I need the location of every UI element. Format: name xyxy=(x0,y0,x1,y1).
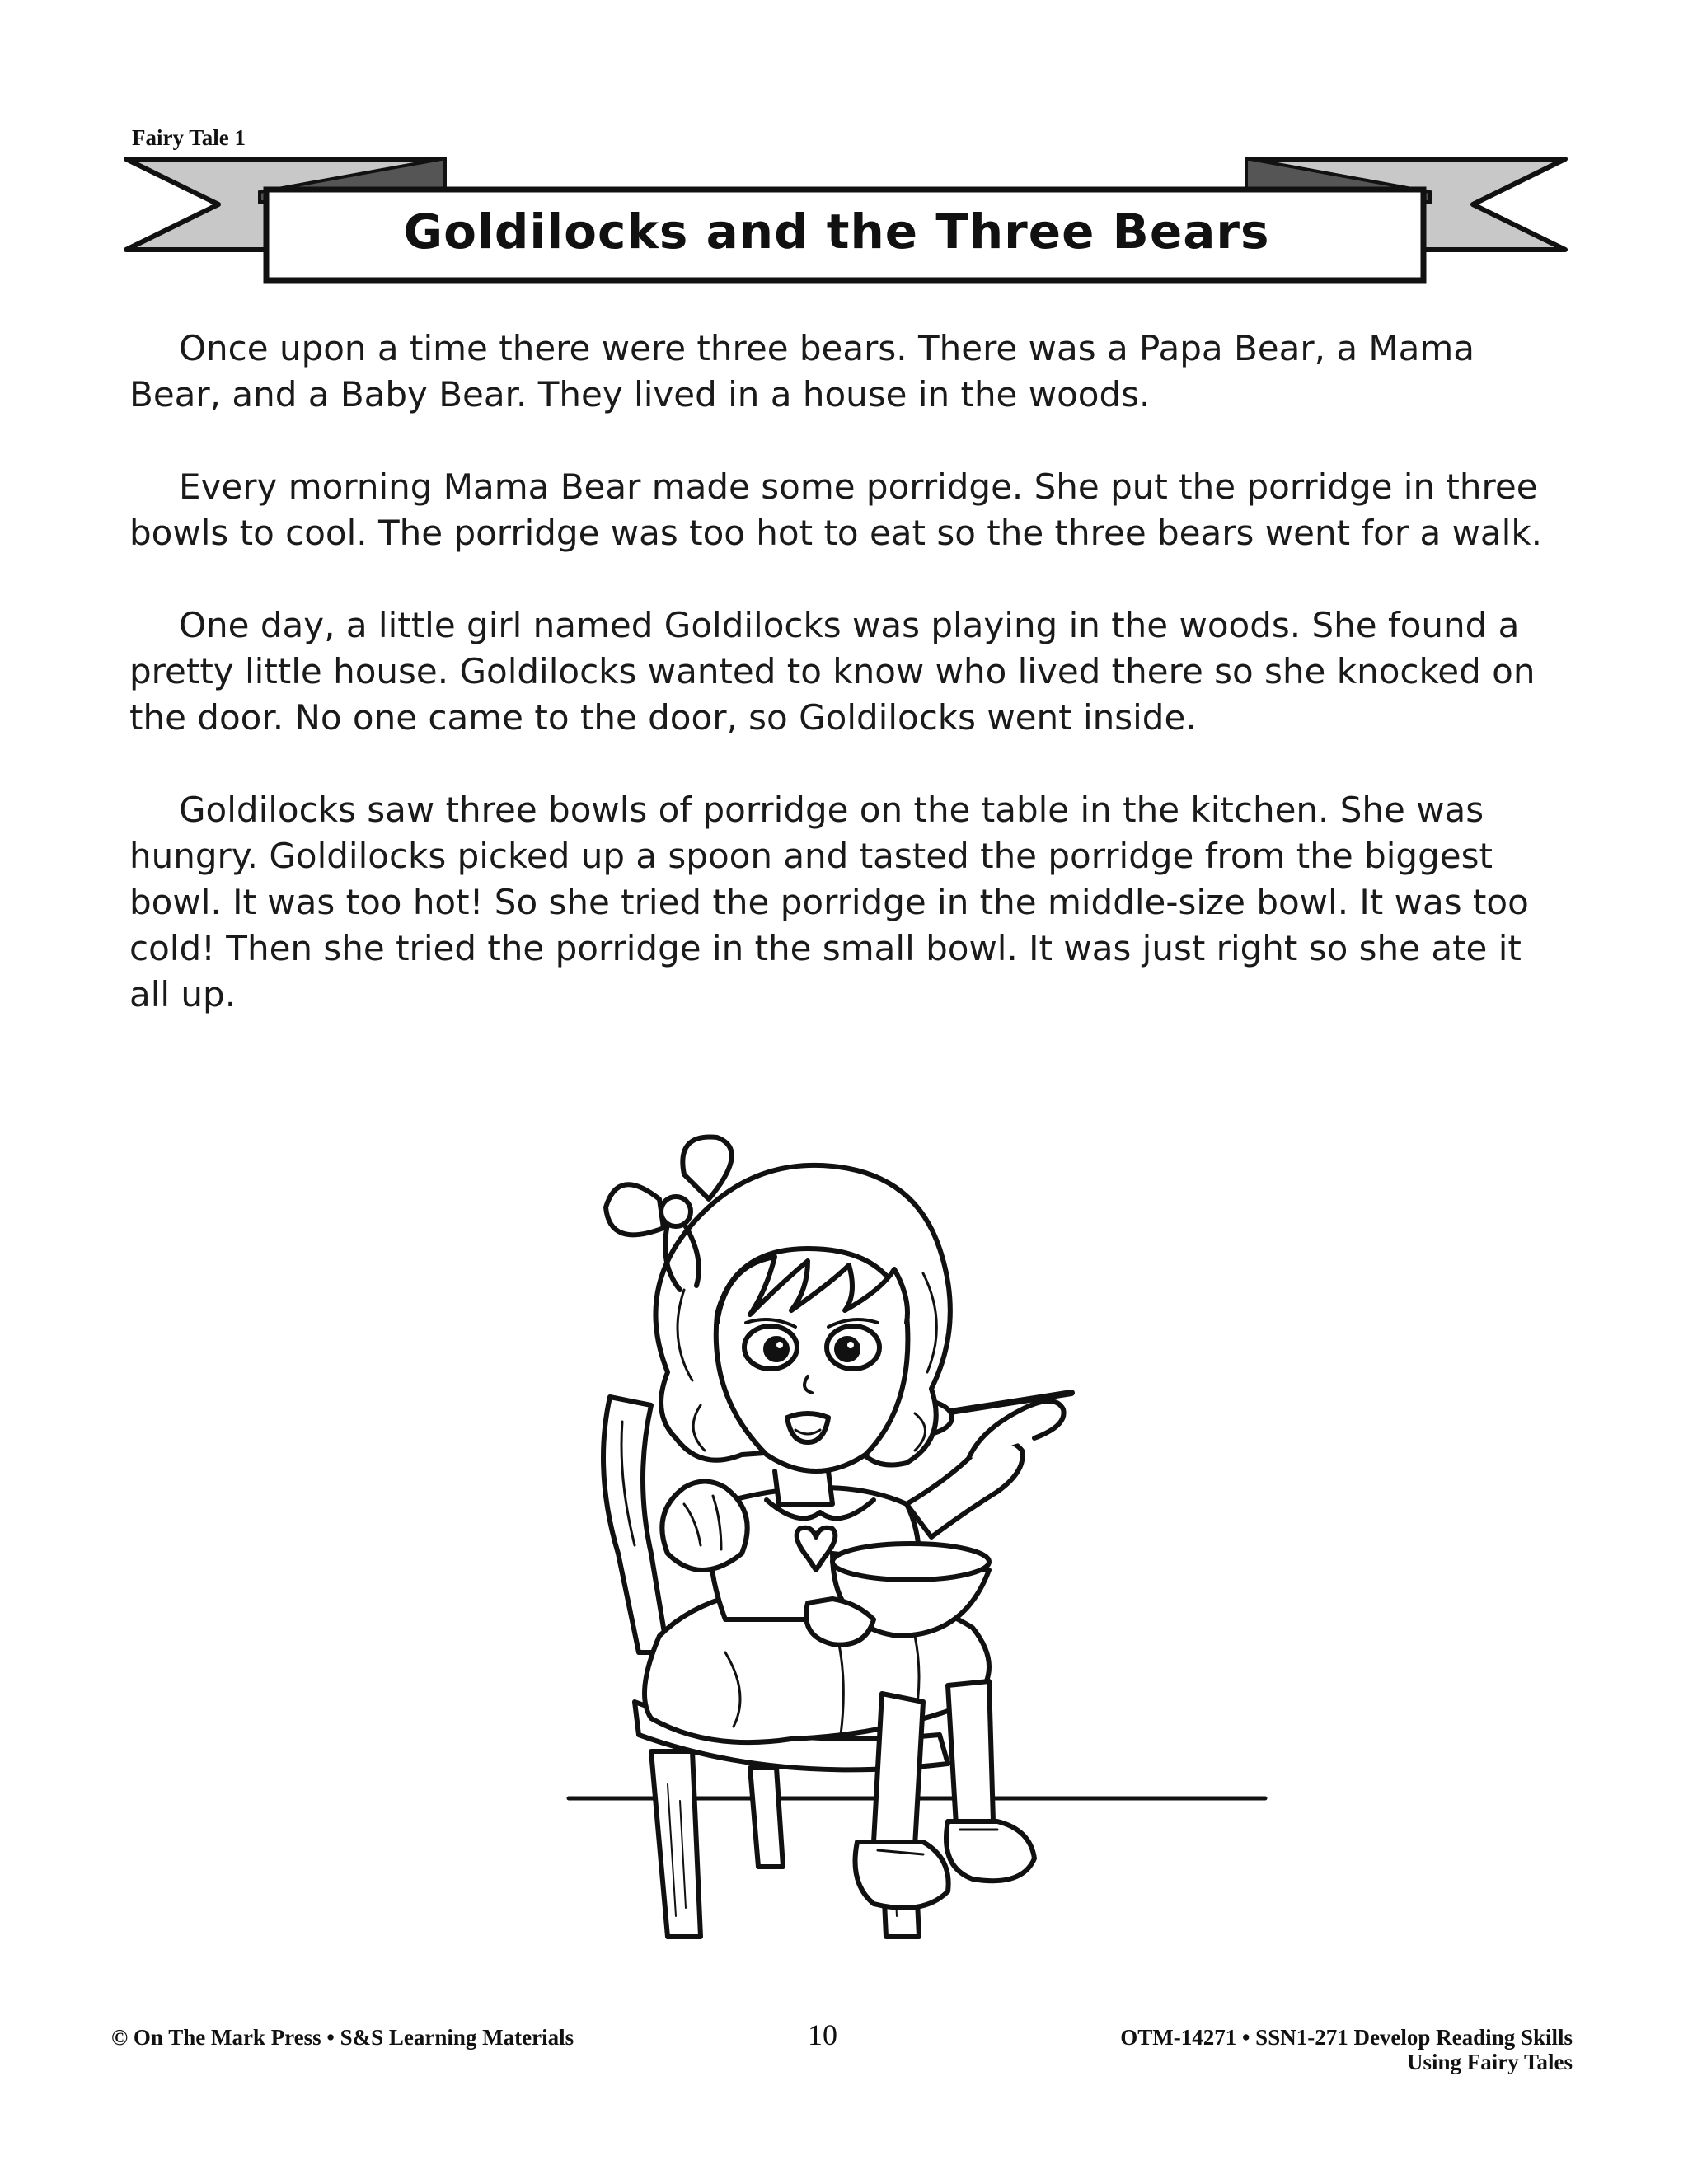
footer-product-line: OTM-14271 • SSN1-271 Develop Reading Skills xyxy=(1120,2025,1573,2050)
footer-product xyxy=(1120,2025,1573,2074)
title-banner xyxy=(120,152,1572,293)
story-paragraph: Goldilocks saw three bowls of porridge on the table in the kitchen. She was hungry. Goldilocks picked up a spoon and tasted the porridge from the biggest bowl. It was too hot! So she tried the porridge in the middle-size bowl. It was too cold! Then she tried the porridge in the small bowl. It was just right so she ate it all up. xyxy=(129,790,1529,1015)
page-title: Goldilocks and the Three Bears xyxy=(403,204,1270,260)
story-paragraph: One day, a little girl named Goldilocks was playing in the woods. She found a pretty little house. Goldilocks wanted to know who lived there so she knocked on the door. No one came to the door, so Goldilocks went inside. xyxy=(129,605,1536,738)
story-text xyxy=(129,326,1568,1064)
story-paragraph: Once upon a time there were three bears. There was a Papa Bear, a Mama Bear, and a Baby Bear. They lived in a house in the woods. xyxy=(129,328,1475,415)
footer-copyright: © On The Mark Press • S&S Learning Materials xyxy=(111,2025,574,2050)
worksheet-label: Fairy Tale 1 xyxy=(132,125,246,150)
page-number: 10 xyxy=(808,2018,837,2051)
goldilocks-illustration xyxy=(560,1125,1286,1982)
story-paragraph: Every morning Mama Bear made some porridge. She put the porridge in three bowls to cool. The porridge was too hot to eat so the three bears went for a walk. xyxy=(129,466,1543,553)
footer-product-line: Using Fairy Tales xyxy=(1406,2050,1573,2074)
